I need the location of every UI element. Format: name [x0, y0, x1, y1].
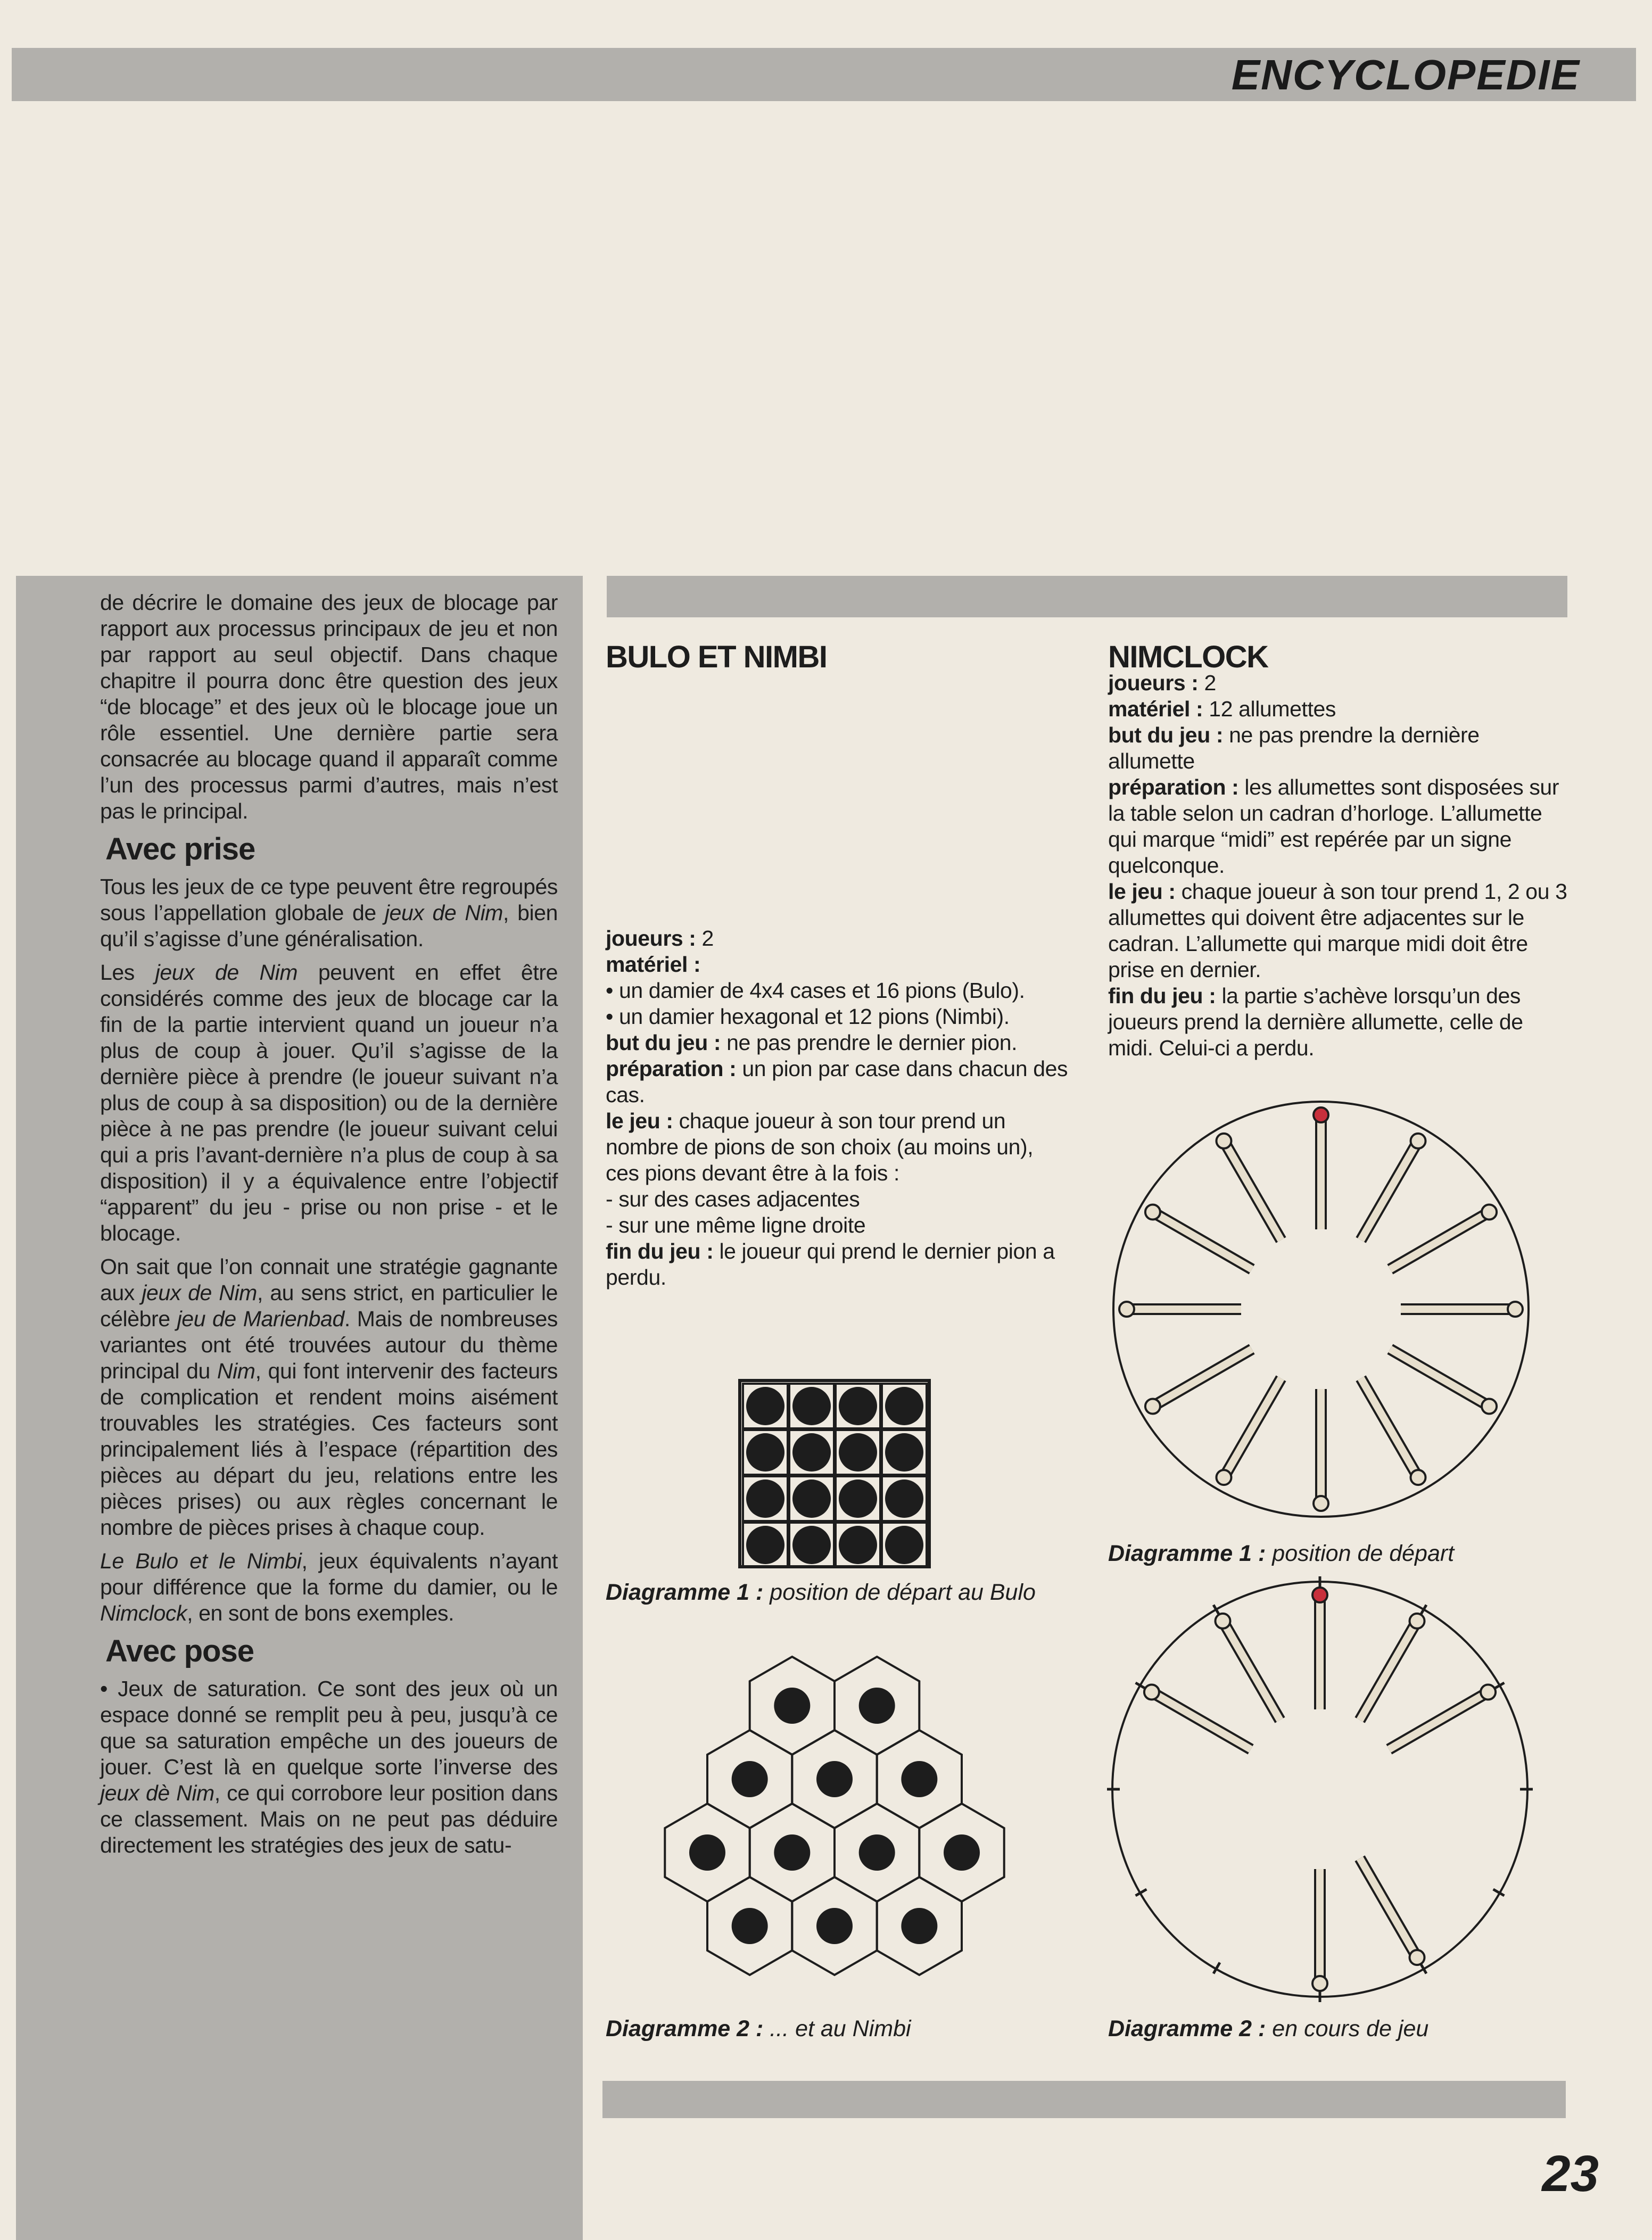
- paragraph-nim-intro: Tous les jeux de ce type peuvent être regroupés sous l’appellation globale de jeux de Nim, bien qu’il s’agisse d’une généralisation.: [100, 874, 558, 951]
- bulo-pawn: [792, 1433, 831, 1472]
- match-head: [1145, 1399, 1160, 1414]
- nimclock-diagram1-caption: Diagramme 1 : position de départ: [1108, 1541, 1455, 1566]
- nimclock-diagram2-caption: Diagramme 2 : en cours de jeu: [1108, 2016, 1429, 2041]
- bulo-nimbi-column: [606, 640, 1069, 1291]
- match-head: [1314, 1496, 1328, 1511]
- match-head: [1508, 1302, 1523, 1317]
- match-head: [1411, 1134, 1426, 1148]
- bulo-pawn: [885, 1433, 923, 1472]
- nimbi-pawn: [774, 1834, 810, 1871]
- bulo-pawn: [746, 1479, 784, 1518]
- match-head: [1217, 1134, 1232, 1148]
- nimbi-pawn: [774, 1688, 810, 1724]
- bulo-pawn: [746, 1526, 784, 1564]
- match-stick-body: [1361, 1141, 1418, 1240]
- match-stick-body: [1153, 1212, 1252, 1270]
- bulo-jeu-item-1: - sur des cases adjacentes: [606, 1187, 860, 1211]
- match-stick-body: [1390, 1349, 1489, 1407]
- match-stick-body: [1223, 1621, 1281, 1720]
- nimclock-but: but du jeu : ne pas prendre la dernière allumette: [1108, 723, 1480, 773]
- match-head: [1145, 1205, 1160, 1220]
- match-stick-body: [1360, 1621, 1417, 1720]
- nimbi-pawn: [732, 1761, 768, 1797]
- match-stick-body: [1152, 1692, 1251, 1750]
- bulo-pawn: [885, 1387, 923, 1425]
- match-head: [1411, 1470, 1426, 1485]
- nimclock-start-diagram: [1108, 1096, 1534, 1522]
- nimbi-board-diagram: [654, 1647, 1015, 2030]
- nimclock-in-play-diagram: [1107, 1576, 1533, 2002]
- nimclock-joueurs: joueurs : 2: [1108, 671, 1216, 695]
- intro-paragraph: de décrire le domaine des jeux de blocage par rapport aux processus principaux de jeu et non par rapport au seul objectif. Dans chaque chapitre il pourra donc être question des jeux “de blocage” et des jeux où le blocage joue un rôle essentiel. Une dernière partie sera consacrée au blocage quand il apparaît comme l’un des processus parmi d’autres, mais n’est pas le principal.: [100, 590, 558, 823]
- page-number: 23: [1542, 2145, 1599, 2202]
- match-head: [1217, 1470, 1232, 1485]
- bulo-materiel-label: matériel :: [606, 952, 701, 977]
- paragraph-saturation: • Jeux de saturation. Ce sont des jeux où un espace donné se remplit peu à peu, jusqu’à ce que sa saturation empêche un des joueurs de jouer. C’est là en quelque sorte l’inverse des jeux dè Nim, ce qui corrobore leur position dans ce classement. Mais on ne peut pas déduire directement les stratégies des jeux de satu-: [100, 1676, 558, 1857]
- nimbi-pawn: [901, 1908, 937, 1944]
- bulo-pawn: [746, 1433, 784, 1472]
- match-stick-body: [1360, 1858, 1417, 1957]
- bulo-pawn: [839, 1387, 877, 1425]
- nimbi-pawn: [816, 1908, 853, 1944]
- nimclock-title: NIMCLOCK: [1108, 640, 1268, 674]
- nimclock-materiel: matériel : 12 allumettes: [1108, 697, 1336, 721]
- bulo-nimbi-title: BULO ET NIMBI: [606, 640, 827, 674]
- heading-avec-prise: Avec prise: [105, 832, 255, 866]
- match-head: [1481, 1685, 1496, 1700]
- bulo-jeu-item-2: - sur une même ligne droite: [606, 1213, 866, 1237]
- bulo-pawn: [746, 1387, 784, 1425]
- match-stick-body: [1153, 1349, 1252, 1407]
- nimbi-pawn: [859, 1688, 895, 1724]
- match-head: [1119, 1302, 1134, 1317]
- nimclock-column: [1108, 640, 1571, 1061]
- bulo-pawn: [885, 1479, 923, 1518]
- match-head: [1410, 1950, 1425, 1965]
- match-stick-body: [1389, 1692, 1488, 1750]
- paragraph-exemples: Le Bulo et le Nimbi, jeux équivalents n’ayant pour différence que la forme du damier, ou le Nimclock, en sont de bons exemples.: [100, 1549, 558, 1625]
- section-title: ENCYCLOPEDIE: [1231, 51, 1580, 98]
- midi-match-head: [1314, 1107, 1328, 1122]
- top-band: [607, 576, 1567, 617]
- paragraph-strategie: On sait que l’on connait une stratégie gagnante aux jeux de Nim, au sens strict, en particulier le célèbre jeu de Marienbad. Mais de nombreuses variantes ont été trouvées autour du thème principal du Nim, qui font intervenir des facteurs de complication et rendent moins aisément trouvables les stratégies. Ces facteurs sont principalement liés à l’espace (répartition des pièces au départ du jeu, relations entre les pièces prises) ou aux règles concernant le nombre de pièces prises à chaque coup.: [100, 1254, 558, 1540]
- bulo-jeu: le jeu : chaque joueur à son tour prend un nombre de pions de son choix (au moins un), ces pions devant être à la fois :: [606, 1109, 1034, 1185]
- nimclock-preparation: préparation : les allumettes sont disposées sur la table selon un cadran d’horloge. L’allumette qui marque “midi” est repérée par un signe quelconque.: [1108, 775, 1559, 878]
- bulo-board-diagram: [739, 1379, 930, 1568]
- match-head: [1410, 1614, 1425, 1629]
- heading-avec-pose: Avec pose: [105, 1634, 254, 1668]
- bulo-diagram-caption: Diagramme 1 : position de départ au Bulo: [606, 1580, 1036, 1605]
- bulo-pawn: [839, 1479, 877, 1518]
- bulo-pawn: [839, 1433, 877, 1472]
- midi-match-head: [1312, 1588, 1327, 1602]
- nimbi-pawn: [901, 1761, 937, 1797]
- paragraph-nim-blocage: Les jeux de Nim peuvent en effet être considérés comme des jeux de blocage car la fin de la partie intervient quand un joueur n’a plus de coup à jouer. Qu’il s’agisse de la dernière pièce à prendre (le joueur suivant n’a plus de coup à sa disposition) ou de la dernière pièce à ne pas prendre (le joueur suivant celui qui a pris l’avant-dernière n’a plus de coup à sa disposition) il y a équivalence entre l’objectif “apparent” du jeu - prise ou non prise - et le blocage.: [100, 960, 558, 1245]
- match-head: [1482, 1205, 1497, 1220]
- bulo-joueurs: joueurs : 2: [606, 926, 714, 950]
- match-head: [1482, 1399, 1497, 1414]
- bulo-preparation: préparation : un pion par case dans chacun des cas.: [606, 1056, 1068, 1107]
- match-head: [1216, 1614, 1230, 1629]
- match-stick-body: [1224, 1141, 1282, 1240]
- nimbi-pawn: [816, 1761, 853, 1797]
- bulo-fin: fin du jeu : le joueur qui prend le dernier pion a perdu.: [606, 1239, 1055, 1290]
- bulo-pawn: [792, 1479, 831, 1518]
- nimbi-diagram-caption: Diagramme 2 : ... et au Nimbi: [606, 2016, 911, 2041]
- bulo-pawn: [839, 1526, 877, 1564]
- bulo-pawn: [792, 1526, 831, 1564]
- nimbi-pawn: [859, 1834, 895, 1871]
- nimclock-jeu: le jeu : chaque joueur à son tour prend 1, 2 ou 3 allumettes qui doivent être adjacentes sur le cadran. L’allumette qui marque midi doit être prise en dernier.: [1108, 879, 1567, 982]
- bulo-pawn: [885, 1526, 923, 1564]
- bulo-materiel-2: • un damier hexagonal et 12 pions (Nimbi).: [606, 1004, 1010, 1029]
- bottom-band: [602, 2081, 1566, 2118]
- match-head: [1144, 1685, 1159, 1700]
- match-stick-body: [1390, 1212, 1489, 1270]
- nimbi-pawn: [944, 1834, 980, 1871]
- match-stick-body: [1224, 1378, 1282, 1477]
- bulo-pawn: [792, 1387, 831, 1425]
- bulo-materiel-1: • un damier de 4x4 cases et 16 pions (Bulo).: [606, 978, 1025, 1003]
- match-stick-body: [1361, 1378, 1418, 1477]
- nimbi-pawn: [732, 1908, 768, 1944]
- left-column: [100, 590, 558, 1866]
- nimbi-pawn: [689, 1834, 725, 1871]
- nimclock-fin: fin du jeu : la partie s’achève lorsqu’un des joueurs prend la dernière allumette, celle de midi. Celui-ci a perdu.: [1108, 983, 1523, 1060]
- match-head: [1312, 1976, 1327, 1991]
- bulo-but: but du jeu : ne pas prendre le dernier pion.: [606, 1030, 1018, 1055]
